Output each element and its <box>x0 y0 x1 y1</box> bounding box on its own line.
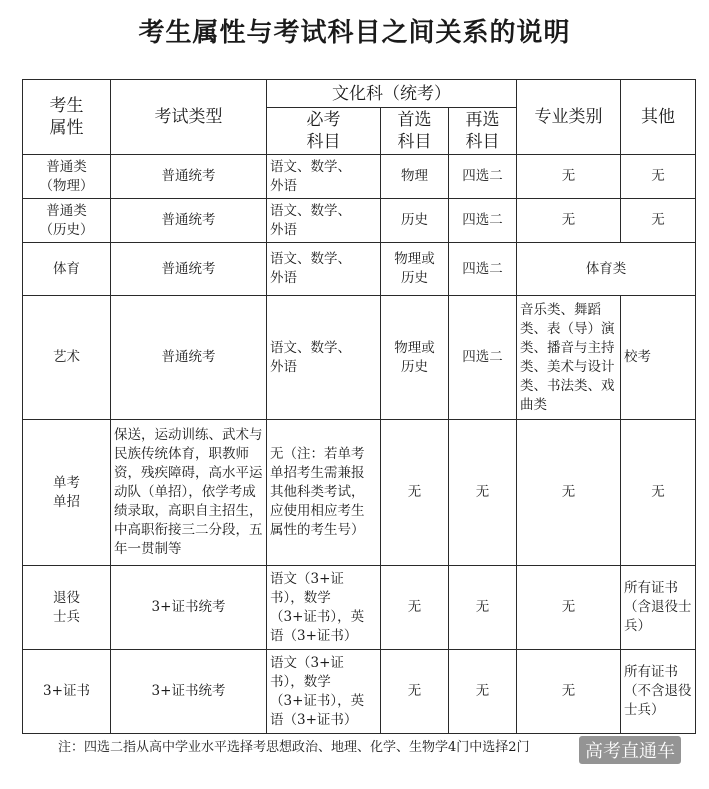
cell-other: 无 <box>621 199 696 243</box>
cell-first: 物理或 历史 <box>381 243 449 296</box>
cell-type: 3+证书统考 <box>111 650 267 734</box>
cell-attr: 退役 士兵 <box>23 566 111 650</box>
cell-attr: 单考 单招 <box>23 420 111 566</box>
cell-required: 语文、数学、 外语 <box>267 199 381 243</box>
cell-required: 无（注：若单考单招考生需兼报其他科类考试，应使用相应考生属性的考生号） <box>267 420 381 566</box>
cell-type: 3+证书统考 <box>111 566 267 650</box>
cell-type: 保送，运动训练、武术与民族传统体育，职教师资，残疾障碍，高水平运动队（单招），依学考成绩录取，高职自主招生，中高职衔接三二分段，五年一贯制等 <box>111 420 267 566</box>
cell-type: 普通统考 <box>111 155 267 199</box>
cell-type: 普通统考 <box>111 296 267 420</box>
footnote: 注：四选二指从高中学业水平选择考思想政治、地理、化学、生物学4门中选择2门 <box>58 740 530 755</box>
cell-attr: 体育 <box>23 243 111 296</box>
cell-type: 普通统考 <box>111 199 267 243</box>
cell-first: 无 <box>381 420 449 566</box>
cell-major: 音乐类、舞蹈类、表（导）演类、播音与主持类、美术与设计类、书法类、戏曲类 <box>517 296 621 420</box>
document-title: 考生属性与考试科目之间关系的说明 <box>138 18 571 48</box>
cell-first: 无 <box>381 566 449 650</box>
cell-first: 物理或 历史 <box>381 296 449 420</box>
cell-second: 无 <box>449 420 517 566</box>
cell-major: 无 <box>517 650 621 734</box>
table-row <box>23 296 696 420</box>
cell-required: 语文（3+证书），数学（3+证书），英语（3+证书） <box>267 650 381 734</box>
cell-major: 体育类 <box>517 243 696 296</box>
cell-second: 四选二 <box>449 155 517 199</box>
cell-second: 无 <box>449 650 517 734</box>
header-major: 专业类别 <box>517 80 621 155</box>
cell-type: 普通统考 <box>111 243 267 296</box>
cell-attr: 艺术 <box>23 296 111 420</box>
cell-attr: 普通类 （物理） <box>23 155 111 199</box>
cell-first: 历史 <box>381 199 449 243</box>
cell-other: 所有证书（含退役士兵） <box>621 566 696 650</box>
cell-other: 所有证书（不含退役士兵） <box>621 650 696 734</box>
header-required: 必考 科目 <box>267 108 381 155</box>
source-watermark: 高考直通车 <box>579 736 681 764</box>
cell-required: 语文、数学、 外语 <box>267 296 381 420</box>
cell-major: 无 <box>517 566 621 650</box>
cell-first: 无 <box>381 650 449 734</box>
header-row-top <box>23 80 696 108</box>
header-culture-group: 文化科（统考） <box>267 80 517 108</box>
cell-major: 无 <box>517 420 621 566</box>
header-first-choice: 首选 科目 <box>381 108 449 155</box>
table-row <box>23 566 696 650</box>
cell-other: 校考 <box>621 296 696 420</box>
cell-second: 四选二 <box>449 199 517 243</box>
cell-other: 无 <box>621 155 696 199</box>
cell-major: 无 <box>517 199 621 243</box>
cell-second: 四选二 <box>449 296 517 420</box>
cell-required: 语文（3+证书），数学（3+证书），英语（3+证书） <box>267 566 381 650</box>
cell-attr: 3+证书 <box>23 650 111 734</box>
cell-required: 语文、数学、 外语 <box>267 243 381 296</box>
cell-second: 无 <box>449 566 517 650</box>
cell-second: 四选二 <box>449 243 517 296</box>
table-row <box>23 650 696 734</box>
header-second-choice: 再选 科目 <box>449 108 517 155</box>
cell-major: 无 <box>517 155 621 199</box>
header-attr: 考生 属性 <box>23 80 111 155</box>
cell-other: 无 <box>621 420 696 566</box>
exam-relation-table <box>22 79 696 734</box>
table-row <box>23 199 696 243</box>
table-row <box>23 155 696 199</box>
cell-first: 物理 <box>381 155 449 199</box>
header-other: 其他 <box>621 80 696 155</box>
cell-attr: 普通类 （历史） <box>23 199 111 243</box>
header-exam-type: 考试类型 <box>111 80 267 155</box>
table-row <box>23 243 696 296</box>
table-row <box>23 420 696 566</box>
cell-required: 语文、数学、 外语 <box>267 155 381 199</box>
